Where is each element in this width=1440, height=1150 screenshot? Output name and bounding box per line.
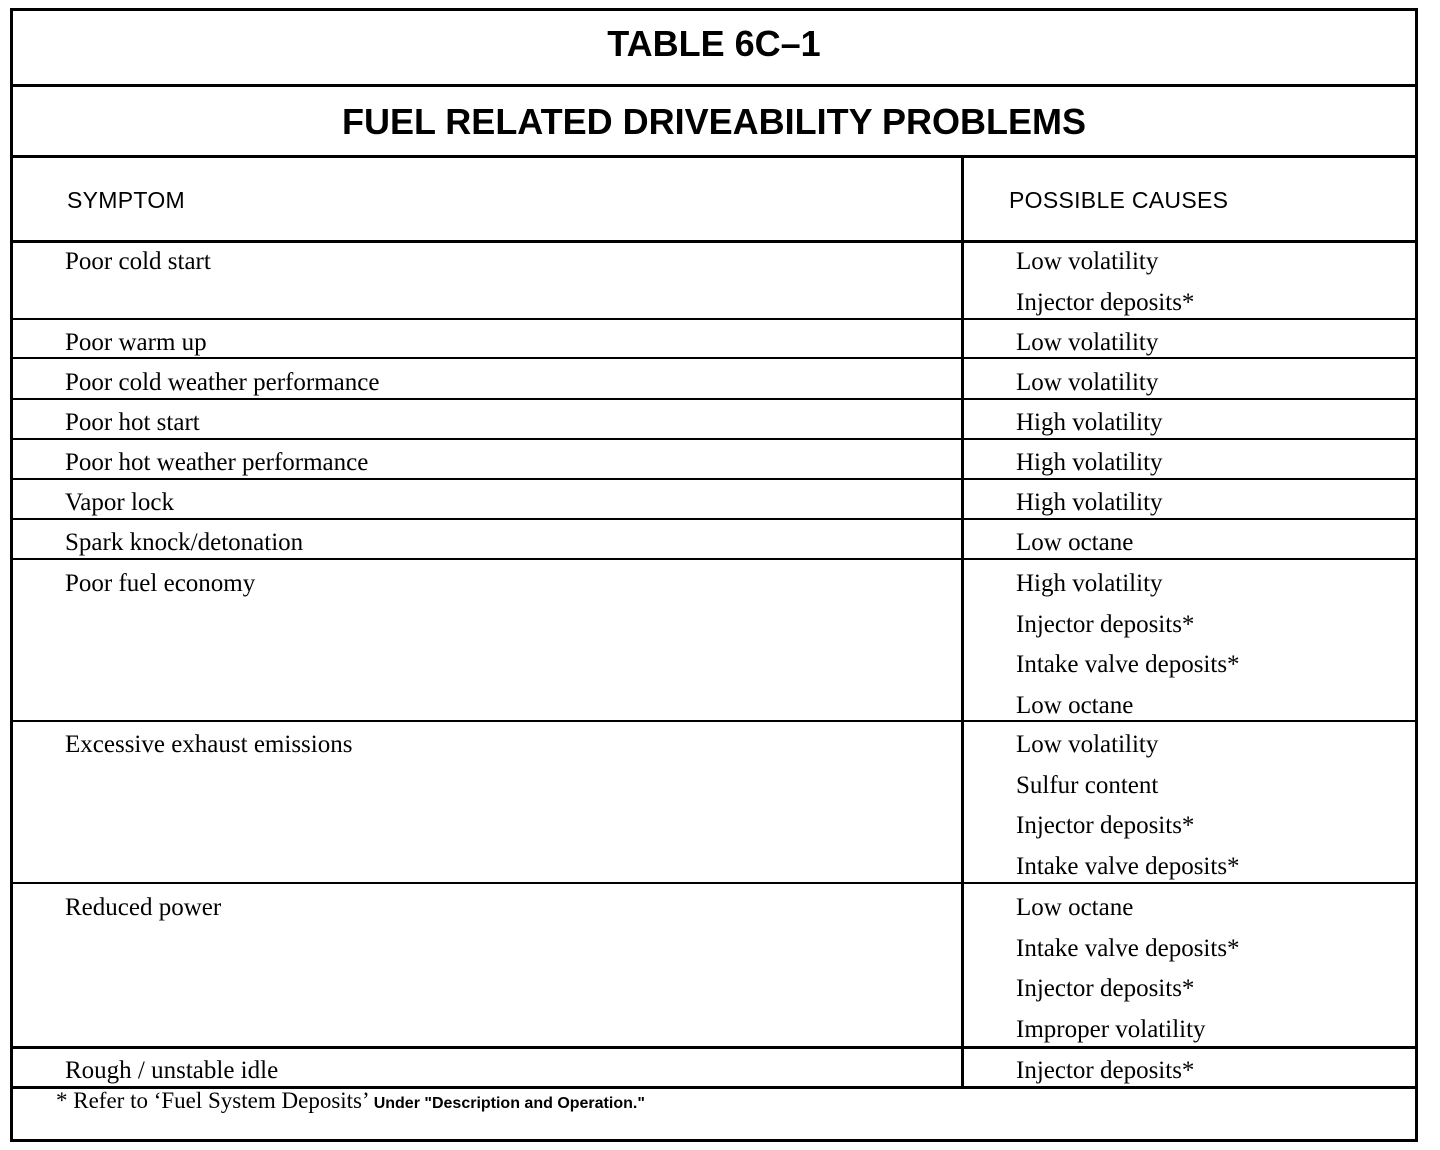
column-divider [961, 157, 964, 1086]
table-title: TABLE 6C–1 [607, 23, 821, 64]
cause-item: Low volatility [1016, 248, 1159, 275]
cause-item: Injector deposits* [1016, 975, 1195, 1002]
divider-subtitle [13, 155, 1415, 158]
row-divider [13, 478, 1415, 480]
row-divider [13, 558, 1415, 560]
cause-item: Low volatility [1016, 369, 1159, 396]
cause-item: Low octane [1016, 691, 1134, 719]
header-possible-causes: POSSIBLE CAUSES [1009, 187, 1229, 213]
row-divider [13, 720, 1415, 722]
cause-item: Injector deposits* [1016, 610, 1195, 638]
cause-item: Low volatility [1016, 329, 1159, 356]
cause-item: Intake valve deposits* [1016, 934, 1240, 962]
symptom-cell: Poor cold start [65, 248, 211, 275]
fuel-problems-table [10, 8, 1418, 1142]
symptom-cell: Excessive exhaust emissions [65, 731, 353, 758]
symptom-cell: Spark knock/detonation [65, 529, 304, 556]
cause-item: Intake valve deposits* [1016, 852, 1240, 880]
divider-header [13, 240, 1415, 243]
causes-list [1016, 725, 1240, 887]
row-divider [13, 882, 1415, 884]
symptom-cell: Rough / unstable idle [65, 1057, 279, 1084]
footnote-text: * Refer to ‘Fuel System Deposits’ [56, 1088, 368, 1113]
symptom-cell: Poor warm up [65, 329, 207, 356]
cause-item: Low octane [1016, 529, 1134, 556]
cause-item: Low volatility [1016, 731, 1159, 758]
row-divider [13, 438, 1415, 440]
row-divider [13, 357, 1415, 359]
symptom-cell: Poor fuel economy [65, 570, 256, 597]
causes-list [1016, 242, 1194, 323]
cause-item: Injector deposits* [1016, 812, 1195, 839]
table-subtitle: FUEL RELATED DRIVEABILITY PROBLEMS [341, 101, 1087, 142]
header-symptom: SYMPTOM [67, 187, 185, 213]
symptom-cell: Vapor lock [65, 489, 174, 516]
symptom-cell: Poor cold weather performance [65, 369, 380, 396]
row-divider [13, 318, 1415, 320]
row-divider [13, 398, 1415, 400]
causes-list [1016, 888, 1240, 1050]
cause-item: Injector deposits* [1016, 288, 1195, 316]
cause-item: High volatility [1016, 570, 1163, 597]
symptom-cell: Poor hot weather performance [65, 449, 369, 476]
cause-item: High volatility [1016, 449, 1163, 476]
cause-item: Intake valve deposits* [1016, 651, 1240, 678]
cause-item: Improper volatility [1016, 1015, 1206, 1043]
symptom-cell: Poor hot start [65, 409, 200, 436]
cause-item: High volatility [1016, 489, 1163, 516]
row-divider [13, 1046, 1415, 1049]
cause-item: Injector deposits* [1016, 1057, 1195, 1084]
footnote-reference: Under "Description and Operation." [373, 1095, 645, 1112]
cause-item: Low octane [1016, 894, 1134, 921]
divider-title [13, 84, 1415, 87]
cause-item: Sulfur content [1016, 771, 1159, 799]
causes-list [1016, 564, 1240, 726]
row-divider [13, 518, 1415, 520]
symptom-cell: Reduced power [65, 894, 222, 921]
cause-item: High volatility [1016, 409, 1163, 436]
table-footnote [56, 1088, 645, 1114]
